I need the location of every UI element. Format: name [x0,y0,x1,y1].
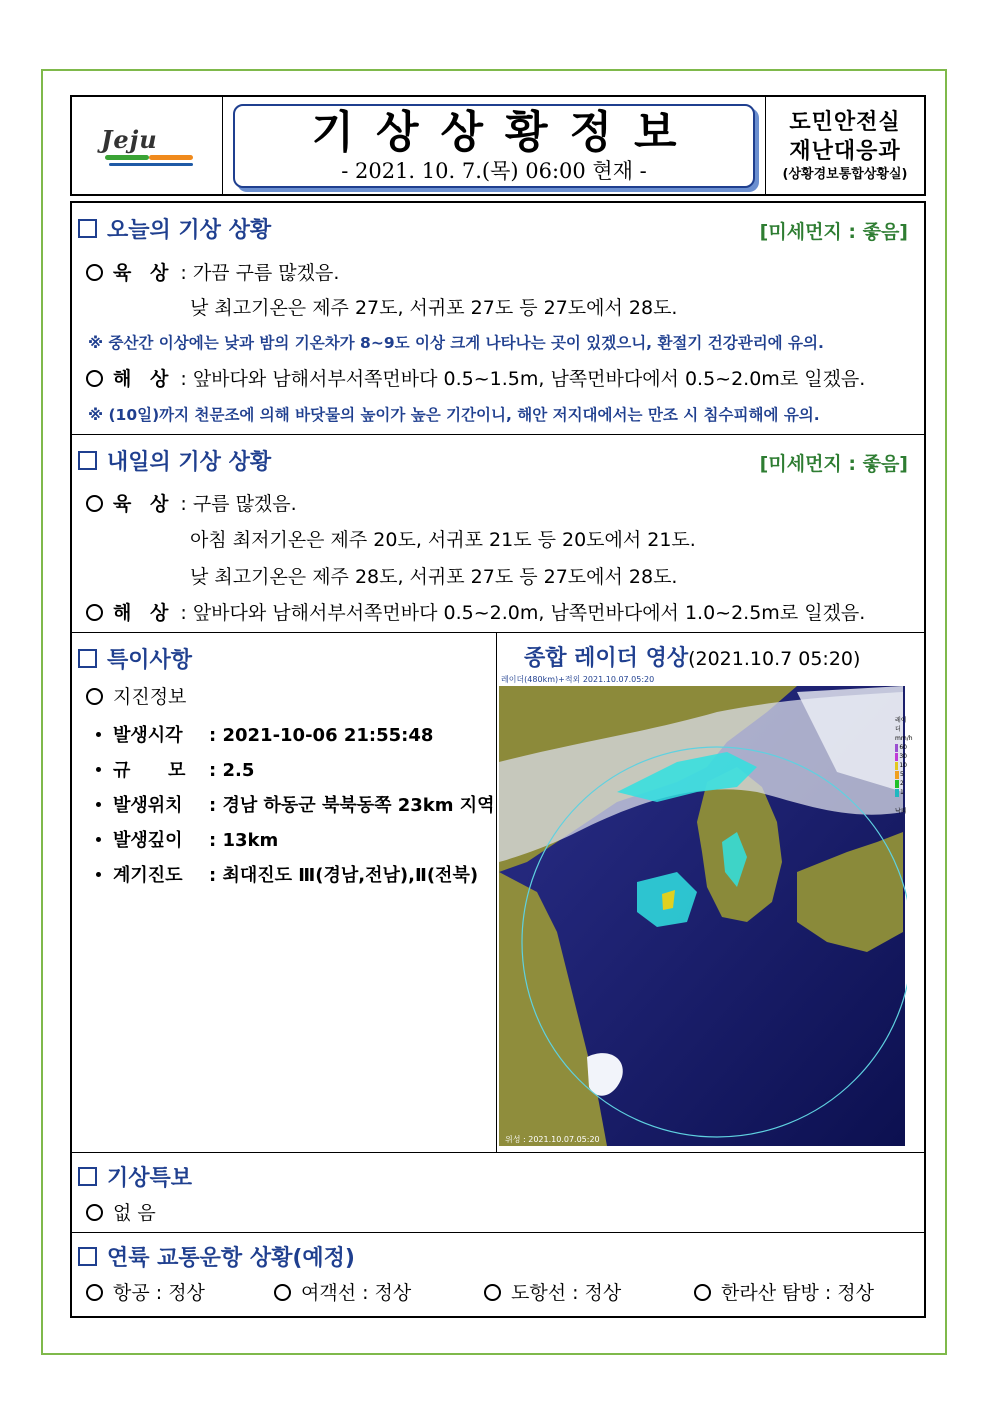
today-note2: ※ (10일)까지 천문조에 의해 바닷물의 높이가 높은 기간이니, 해안 저지대에서는 만조 시 침수피해에 유의. [88,406,820,424]
quake-key: 발생위치 [113,795,183,816]
quake-value: : 2021-10-06 21:55:48 [209,725,434,746]
circle-icon [484,1284,501,1301]
radar-legend [895,716,913,816]
bullet-icon [96,732,101,737]
bullet-icon [96,872,101,877]
warning-head [78,1161,192,1192]
tomorrow-land-line3: 낮 최고기온은 제주 28도, 서귀포 27도 등 27도에서 28도. [190,566,678,588]
header [70,95,926,196]
today-section [72,203,924,435]
quake-time [96,721,433,747]
tomorrow-head [78,445,271,476]
bullet-icon [96,802,101,807]
today-title: 오늘의 기상 상황 [107,218,272,243]
quake-title: 지진정보 [113,686,187,708]
legend-swatch [895,744,898,752]
square-icon [78,219,97,238]
bullet-icon [96,767,101,772]
circle-icon [86,370,103,387]
page-subtitle: - 2021. 10. 7.(목) 06:00 현재 - [341,158,647,183]
dept-line2: 재난대응과 [789,138,901,164]
today-sea-line: : 앞바다와 남해서부서쪽먼바다 0.5~1.5m, 남쪽먼바다에서 0.5~2.0m로 일겠음. [180,368,866,390]
page-title: 기상상황정보 [311,106,699,158]
logo-swoosh-green [105,155,149,160]
warning-title: 기상특보 [107,1166,193,1191]
legend-item [895,761,907,770]
radar-image [497,672,913,1148]
legend-value: 10 [899,762,907,769]
circle-icon [86,688,103,705]
today-note1: ※ 중산간 이상에는 낮과 밤의 기온차가 8~9도 이상 크게 나타나는 곳이 있겠으니, 환절기 건강관리에 유의. [88,334,824,352]
traffic-title: 연륙 교통운항 상황(예정) [107,1246,355,1271]
traffic-item: 한라산 탐방 : 정상 [721,1282,874,1304]
traffic-section [72,1233,924,1316]
dept-line3: (상황경보통합상황실) [782,166,908,182]
traffic-boat [484,1278,621,1305]
traffic-head [78,1241,355,1272]
quake-value: : 경남 하동군 북북동쪽 23km 지역 [209,795,495,816]
quake-key: 계기진도 [113,865,183,886]
circle-icon [694,1284,711,1301]
today-land-label: 육 상 [113,262,175,284]
quake-value: : 2.5 [209,760,255,781]
today-land [86,258,339,285]
body [70,201,926,1318]
circle-icon [274,1284,291,1301]
special-section [72,633,924,1153]
logo-swoosh-blue [109,163,193,166]
circle-icon [86,1284,103,1301]
warning-row [86,1198,156,1225]
tomorrow-land-label: 육 상 [113,493,175,515]
legend-swatch [895,753,898,761]
tomorrow-land-line: : 구름 많겠음. [180,493,297,515]
radar-map [497,672,913,1148]
circle-icon [86,604,103,621]
legend-title: 레이더 [895,717,907,733]
traffic-ferry [274,1278,411,1305]
quake-value: : 13km [209,830,279,851]
today-land-line: : 가끔 구름 많겠음. [180,262,340,284]
radar-date: (2021.10.7 05:20) [688,648,861,670]
today-dust: [미세먼지 : 좋음] [759,221,908,243]
quake-depth [96,826,278,852]
legend-value: 2 [900,780,904,787]
today-sea-label: 해 상 [113,368,175,390]
tomorrow-land [86,489,297,516]
traffic-item: 도항선 : 정상 [511,1282,622,1304]
logo-text: Jeju [101,124,158,154]
tomorrow-section [72,435,924,633]
radar-title: 종합 레이더 영상 [524,646,689,671]
legend-item [895,752,907,761]
quake-key: 발생시각 [113,725,183,746]
circle-icon [86,495,103,512]
legend-lightning: 낙뢰 [895,808,907,815]
legend-swatch [895,789,899,797]
tomorrow-land-line2: 아침 최저기온은 제주 20도, 서귀포 21도 등 20도에서 21도. [190,529,696,551]
quake-location [96,791,495,817]
today-head [78,213,271,244]
traffic-air [86,1278,205,1305]
radar-footer: 위성 : 2021.10.07.05:20 [505,1135,600,1144]
legend-value: 5 [900,771,904,778]
quake-magnitude [96,756,254,782]
warning-value: 없 음 [113,1202,156,1224]
quake-heading [86,682,186,709]
quake-key: 발생깊이 [113,830,183,851]
tomorrow-sea-line: : 앞바다와 남해서부서쪽먼바다 0.5~2.0m, 남쪽먼바다에서 1.0~2.5m로 일겠음. [180,602,866,624]
title-cell [223,97,766,194]
legend-item [895,743,907,752]
tomorrow-sea [86,598,865,625]
circle-icon [86,264,103,281]
tomorrow-title: 내일의 기상 상황 [107,450,272,475]
legend-swatch [895,780,899,788]
quake-intensity [96,861,478,887]
legend-item [895,779,907,788]
traffic-item: 여객선 : 정상 [301,1282,412,1304]
title-box [233,104,755,188]
legend-value: 60 [899,744,907,751]
legend-item [895,788,907,797]
quake-key: 규 모 [113,760,186,781]
legend-swatch [895,762,898,770]
warning-section [72,1153,924,1233]
traffic-hallasan [694,1278,874,1305]
special-head [78,643,192,674]
bullet-icon [96,837,101,842]
circle-icon [86,1204,103,1221]
today-land-line2: 낮 최고기온은 제주 27도, 서귀포 27도 등 27도에서 28도. [190,297,678,319]
radar-caption: 레이더(480km)+적외 2021.10.07.05:20 [501,675,655,684]
legend-value: 30 [899,753,907,760]
logo-swoosh-orange [149,155,193,160]
dept-line1: 도민안전실 [789,109,901,135]
logo-cell [72,97,223,194]
legend-value: 1 [900,789,904,796]
legend-swatch [895,771,899,779]
legend-unit: mm/h [895,735,913,742]
square-icon [78,451,97,470]
legend-item [895,770,907,779]
square-icon [78,649,97,668]
quake-value: : 최대진도 Ⅲ(경남,전남),Ⅱ(전북) [209,865,479,886]
jeju-logo [87,121,207,171]
square-icon [78,1167,97,1186]
today-sea [86,364,865,391]
tomorrow-sea-label: 해 상 [113,602,175,624]
traffic-item: 항공 : 정상 [113,1282,205,1304]
special-left [72,633,497,1153]
tomorrow-dust: [미세먼지 : 좋음] [759,453,908,475]
radar-title-row [524,641,860,672]
department [766,97,924,194]
special-title: 특이사항 [107,648,193,673]
square-icon [78,1247,97,1266]
